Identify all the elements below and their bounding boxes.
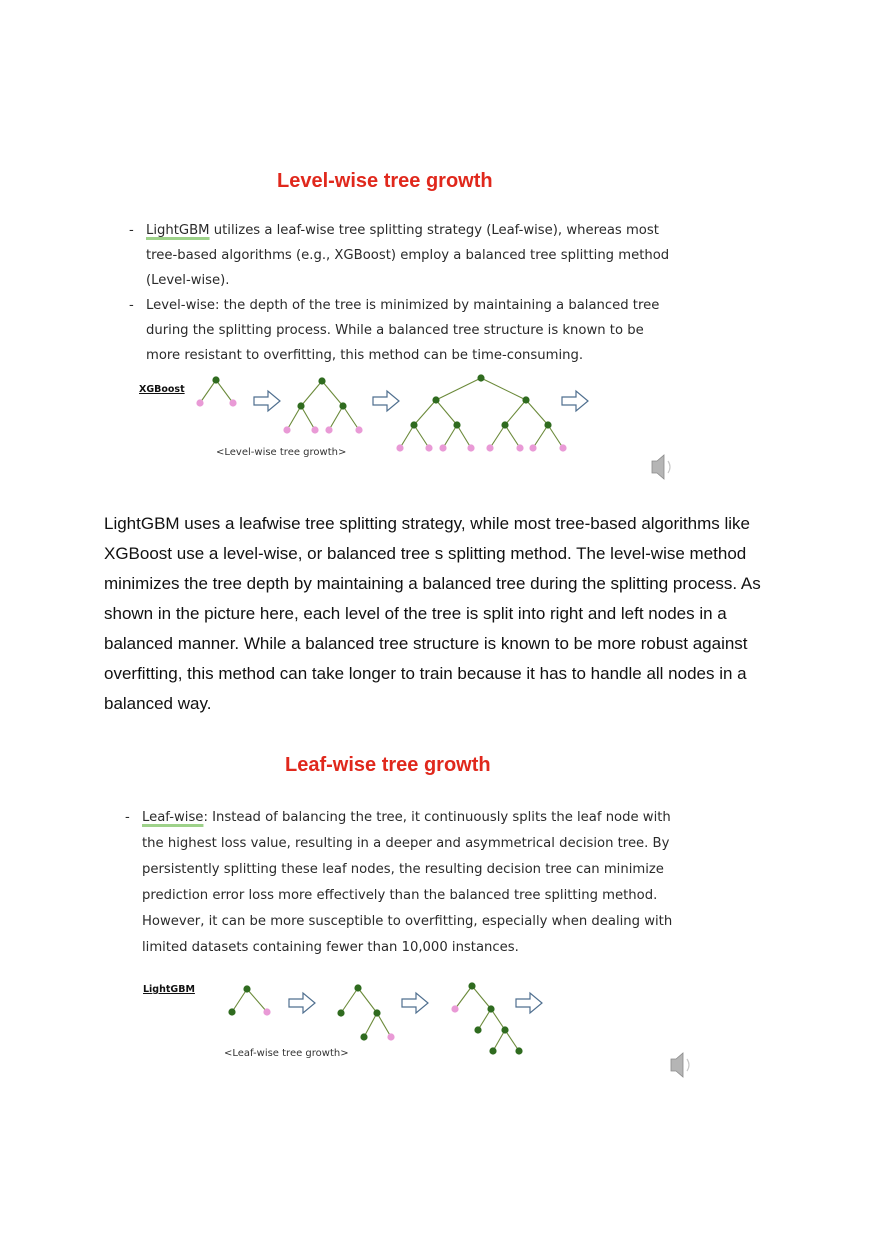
internal-node: [515, 1047, 522, 1054]
bullet-text: Level-wise: the depth of the tree is minimized by maintaining a balanced tree during the splitting process. While a balanced tree structure is known to be more resistant to overfitting, this method can be time-consuming.: [146, 298, 660, 363]
narration-text: LightGBM uses a leafwise tree splitting strategy, while most tree-based algorithms like XGBoost use a level-wise, or balanced tree s splitting method. The level-wise method minimizes the tree depth by maintaining a balanced tree during the splitting process. As shown in the picture here, each level of the tree is split into right and left nodes in a balanced manner. While a balanced tree structure is known to be more robust against overfitting, this method can take longer to train because it has to handle all nodes in a balanced way.: [104, 514, 761, 713]
bullet-dash: -: [129, 298, 134, 313]
bullet-text: : Instead of balancing the tree, it continuously splits the leaf node with the highest loss value, resulting in a deeper and asymmetrical decision tree. By persistently splitting these leaf nodes, the resulting decision tree can minimize prediction error loss more effectively than the balanced tree splitting method. However, it can be more susceptible to overfitting, especially when dealing with limited datasets containing fewer than 10,000 instances.: [142, 810, 673, 955]
leaf-node: [263, 1008, 270, 1015]
leaf-wise-arrows: [289, 993, 542, 1013]
slide2-title: Leaf-wise tree growth: [285, 754, 491, 776]
internal-node: [228, 1008, 235, 1015]
internal-node: [468, 982, 475, 989]
slide1-title: Level-wise tree growth: [277, 170, 493, 192]
right-arrow-icon: [402, 993, 428, 1013]
internal-node: [501, 1026, 508, 1033]
lightgbm-highlight: LightGBM: [146, 223, 210, 238]
bullet-dash: -: [129, 223, 134, 238]
leaf-node: [387, 1033, 394, 1040]
leaf-node: [451, 1005, 458, 1012]
leaf-wise-highlight: Leaf-wise: [142, 810, 204, 825]
xgboost-label: XGBoost: [139, 384, 185, 395]
lightgbm-label: LightGBM: [143, 984, 195, 995]
leaf-wise-caption: <Leaf-wise tree growth>: [224, 1048, 349, 1059]
internal-node: [360, 1033, 367, 1040]
leaf-wise-edges: [232, 986, 519, 1051]
bullet-dash: -: [125, 810, 130, 825]
internal-node: [337, 1009, 344, 1016]
bullet-text: utilizes a leaf-wise tree splitting strategy (Leaf-wise), whereas most tree-based algorithms (e.g., XGBoost) employ a balanced tree splitting method (Level-wise).: [146, 223, 670, 288]
internal-node: [243, 985, 250, 992]
internal-node: [489, 1047, 496, 1054]
internal-node: [373, 1009, 380, 1016]
right-arrow-icon: [516, 993, 542, 1013]
internal-node: [474, 1026, 481, 1033]
level-wise-caption: <Level-wise tree growth>: [216, 447, 347, 458]
right-arrow-icon: [289, 993, 315, 1013]
internal-node: [354, 984, 361, 991]
speaker-icon: [671, 1053, 689, 1077]
internal-node: [487, 1005, 494, 1012]
